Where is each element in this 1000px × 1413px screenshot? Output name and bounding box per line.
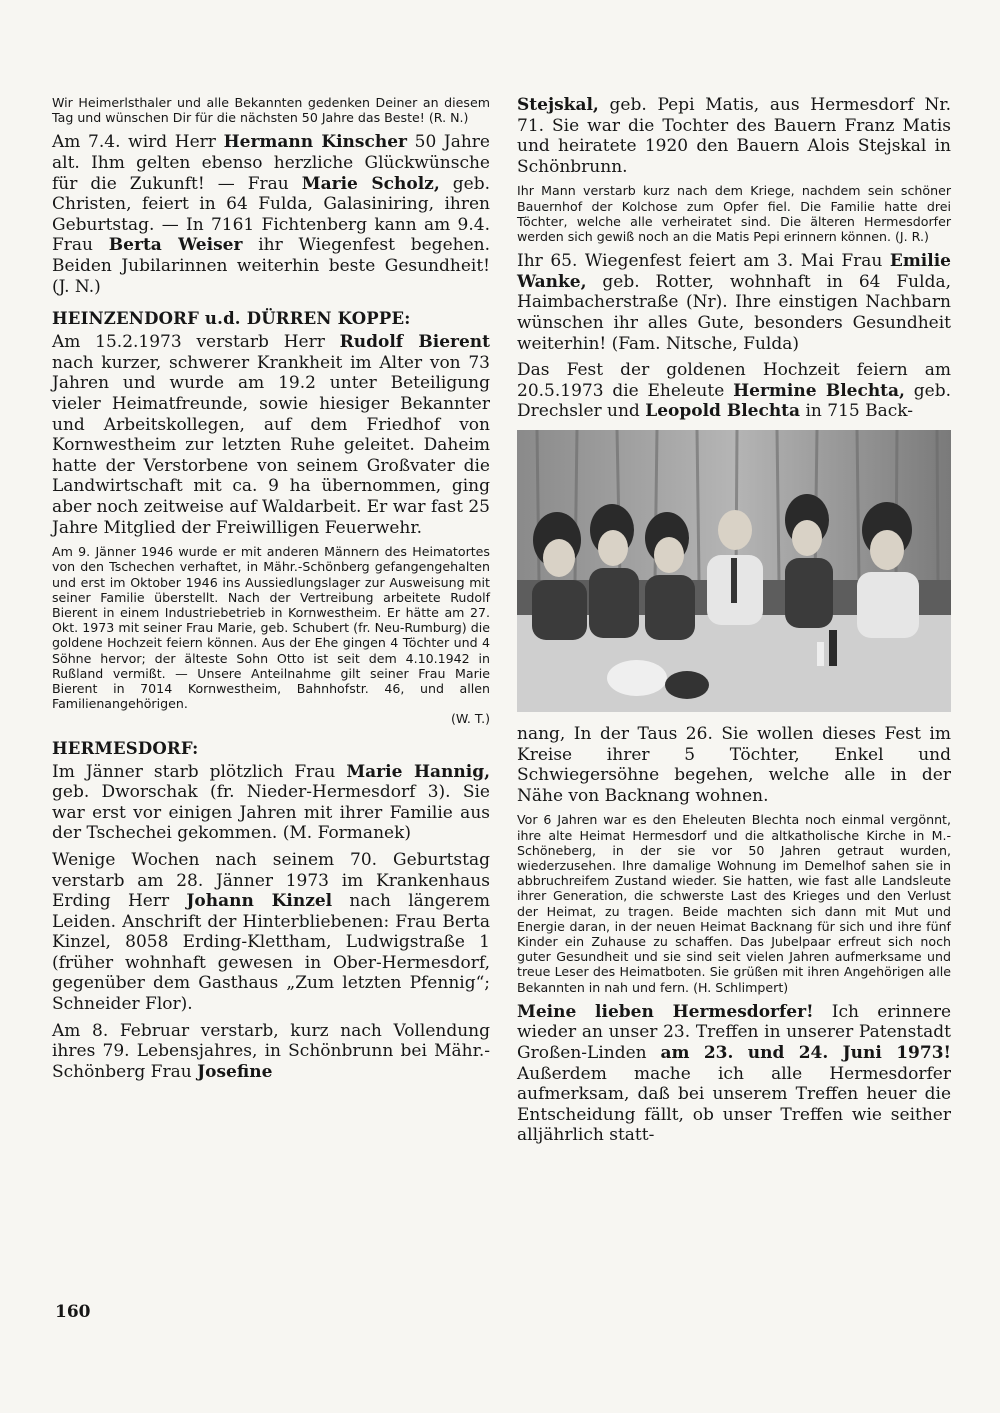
bierent-history-paragraph: Am 9. Jänner 1946 wurde er mit anderen Männern des Heimatortes von den Tschechen verhaftet, in Mähr.-Schönberg gefangengehalten und erst im Oktober 1946 ins Aussiedlungslager zur Ausweisung mit seiner Familie überstellt. Nach der Vertreibung arbeitete Rudolf Bierent in einem Industriebetrieb in Kornwestheim. Er hätte am 27. Okt. 1973 mit seiner Frau Marie, geb. Schubert (fr. Neu-Rumburg) die goldene Hochzeit feiern können. Aus der Ehe gingen 4 Töchter und 4 Söhne hervor; der älteste Sohn Otto ist seit dem 4.10.1942 in Rußland vermißt. — Unsere Anteilnahme gilt seiner Frau Marie Bierent in 7014 Kornwestheim, Bahnhofstr. 46, und allen Familienangehörigen. (W. T.) <box>52 544 490 727</box>
name-rudolf-bierent: Rudolf Bierent <box>339 332 490 353</box>
obituary-stejskal-paragraph: Am 8. Februar verstarb, kurz nach Vollendung ihres 79. Lebensjahres, in Schönbrunn bei Mähr.-Schönberg Frau Josefine <box>52 1020 490 1082</box>
greeting-paragraph: Wir Heimerlsthaler und alle Bekannten gedenken Deiner an diesem Tag und wünschen Dir für die nächsten 50 Jahre das Beste! (R. N.) <box>52 95 490 126</box>
name-hermann-kinscher: Hermann Kinscher <box>223 132 407 153</box>
obituary-hannig-paragraph: Im Jänner starb plötzlich Frau Marie Hannig, geb. Dworschak (fr. Nieder-Hermesdorf 3). Sie war erst vor einigen Jahren mit ihrer Familie aus der Tschechei gekommen. (M. Formanek) <box>52 761 490 844</box>
section-heading-hermesdorf: HERMESDORF: <box>52 738 199 758</box>
meeting-date: am 23. und 24. Juni 1973! <box>660 1042 951 1063</box>
page-number: 160 <box>55 1302 91 1322</box>
group-photo-illustration <box>517 430 951 712</box>
name-emilie-wanke: Emilie Wanke, <box>517 251 951 292</box>
name-stejskal: Stejskal, <box>517 95 599 115</box>
name-johann-kinzel: Johann Kinzel <box>186 891 333 912</box>
obituary-bierent-paragraph: Am 15.2.1973 verstarb Herr Rudolf Bierent nach kurzer, schwerer Krankheit im Alter von 73 Jahren und wurde am 19.2 unter Beteiligung vieler Heimatfreunde, sowie hiesiger Bekannter und Arbeitskollegen, auf dem Friedhof von Kornwestheim zur letzten Ruhe geleitet. Daheim hatte der Verstorbene von seinem Großvater die Landwirtschaft mit ca. 9 ha übernommen, ging aber noch zeitweise auf Waldarbeit. Er war fast 25 Jahre Mitglied der Freiwilligen Feuerwehr. <box>52 332 490 538</box>
name-marie-hannig: Marie Hannig, <box>346 761 490 782</box>
birthday-paragraph: Am 7.4. wird Herr Hermann Kinscher 50 Jahre alt. Ihm gelten ebenso herzliche Glückwünsche für die Zukunft! — Frau Marie Scholz, geb. Christen, feiert in 64 Fulda, Galasiniring, ihren Geburtstag. — In 7161 Fichtenberg kann am 9.4. Frau Berta Weiser ihr Wiegenfest begehen. Beiden Jubilarinnen weiterhin beste Gesundheit! (J. N.) <box>52 132 491 297</box>
golden-wedding-continuation: nang, In der Taus 26. Sie wollen dieses Fest im Kreise ihrer 5 Töchter, Enkel und Schwiegersöhne begehen, welche alle in der Nähe von Backnang wohnen. <box>517 723 951 806</box>
wanke-birthday-paragraph: Ihr 65. Wiegenfest feiert am 3. Mai Frau Emilie Wanke, geb. Rotter, wohnhaft in 64 Fulda, Haimbacherstraße (Nr). Ihre einstigen Nachbarn wünschen ihr alles Gute, besonders Gesundheit weiterhin! (Fam. Nitsche, Fulda) <box>517 251 951 354</box>
name-leopold-blechta: Leopold Blechta <box>645 401 801 422</box>
obituary-kinzel-paragraph: Wenige Wochen nach seinem 70. Geburtstag verstarb am 28. Jänner 1973 im Krankenhaus Erding Herr Johann Kinzel nach längerem Leiden. Anschrift der Hinterbliebenen: Frau Berta Kinzel, 8058 Erding-Klettham, Ludwigstraße 1 (früher wohnhaft gewesen in Ober-Hermesdorf, gegenüber dem Gasthaus „Zum letzten Pfennig“; Schneider Flor). <box>52 849 490 1015</box>
name-marie-scholz: Marie Scholz, <box>301 173 440 194</box>
stejskal-continuation-paragraph: Stejskal, geb. Pepi Matis, aus Hermesdorf Nr. 71. Sie war die Tochter des Bauern Franz Matis und heiratete 1920 den Bauern Alois Stejskal in Schönbrunn. <box>517 95 951 177</box>
name-hermine-blechta: Hermine Blechta, <box>733 380 905 401</box>
right-column <box>517 95 951 1152</box>
meeting-announcement-paragraph: Meine lieben Hermesdorfer! Ich erinnere wieder an unser 23. Treffen in unserer Patenstadt Großen-Linden am 23. und 24. Juni 1973! Außerdem mache ich alle Hermesdorfer aufmerksam, daß bei unserem Treffen heuer die Entscheidung fällt, ob unser Treffen wie seither alljährlich statt- <box>517 1001 952 1146</box>
section-heading-heinzendorf: HEINZENDORF u.d. DÜRREN KOPPE: <box>52 309 411 329</box>
signature-wt: (W. T.) <box>450 711 490 727</box>
golden-wedding-paragraph: Das Fest der goldenen Hochzeit feiern am 20.5.1973 die Eheleute Hermine Blechta, geb. Drechsler und Leopold Blechta in 715 Back- <box>517 360 952 422</box>
name-josefine: Josefine <box>197 1061 273 1082</box>
greeting-hermesdorfer: Meine lieben Hermesdorfer! <box>517 1001 814 1022</box>
stejskal-family-paragraph: Ihr Mann verstarb kurz nach dem Kriege, nachdem sein schöner Bauernhof der Kolchose zum Opfer fiel. Die Familie hatte drei Töchter, welche alle verheiratet sind. Die älteren Hermesdorfer werden sich gewiß noch an die Matis Pepi erinnern können. (J. R.) <box>517 183 951 244</box>
name-berta-weiser: Berta Weiser <box>108 235 243 256</box>
blechta-history-paragraph: Vor 6 Jahren war es den Eheleuten Blechta noch einmal vergönnt, ihre alte Heimat Hermesdorf und die altkatholische Kirche in M.-Schöneberg, in der sie vor 50 Jahren getraut wurden, wiederzusehen. Ihre damalige Wohnung im Demelhof sahen sie in abbruchreifem Zustand wieder. Sie hatten, wie fast alle Landsleute ihrer Generation, die schwerste Last des Krieges und den Verlust der Heimat, zu tragen. Beide machten sich dann mit Mut und Energie daran, in der neuen Heimat Backnang für sich und ihre fünf Kinder ein Zuhause zu schaffen. Das Jubelpaar erfreut sich noch guter Gesundheit und sie sind seit vielen Jahren aufmerksame und treue Leser des Heimatboten. Sie grüßen mit ihren Angehörigen alle Bekannten in nah und fern. (H. Schlimpert) <box>517 812 951 995</box>
group-photo <box>517 430 951 712</box>
left-column <box>52 95 490 1088</box>
